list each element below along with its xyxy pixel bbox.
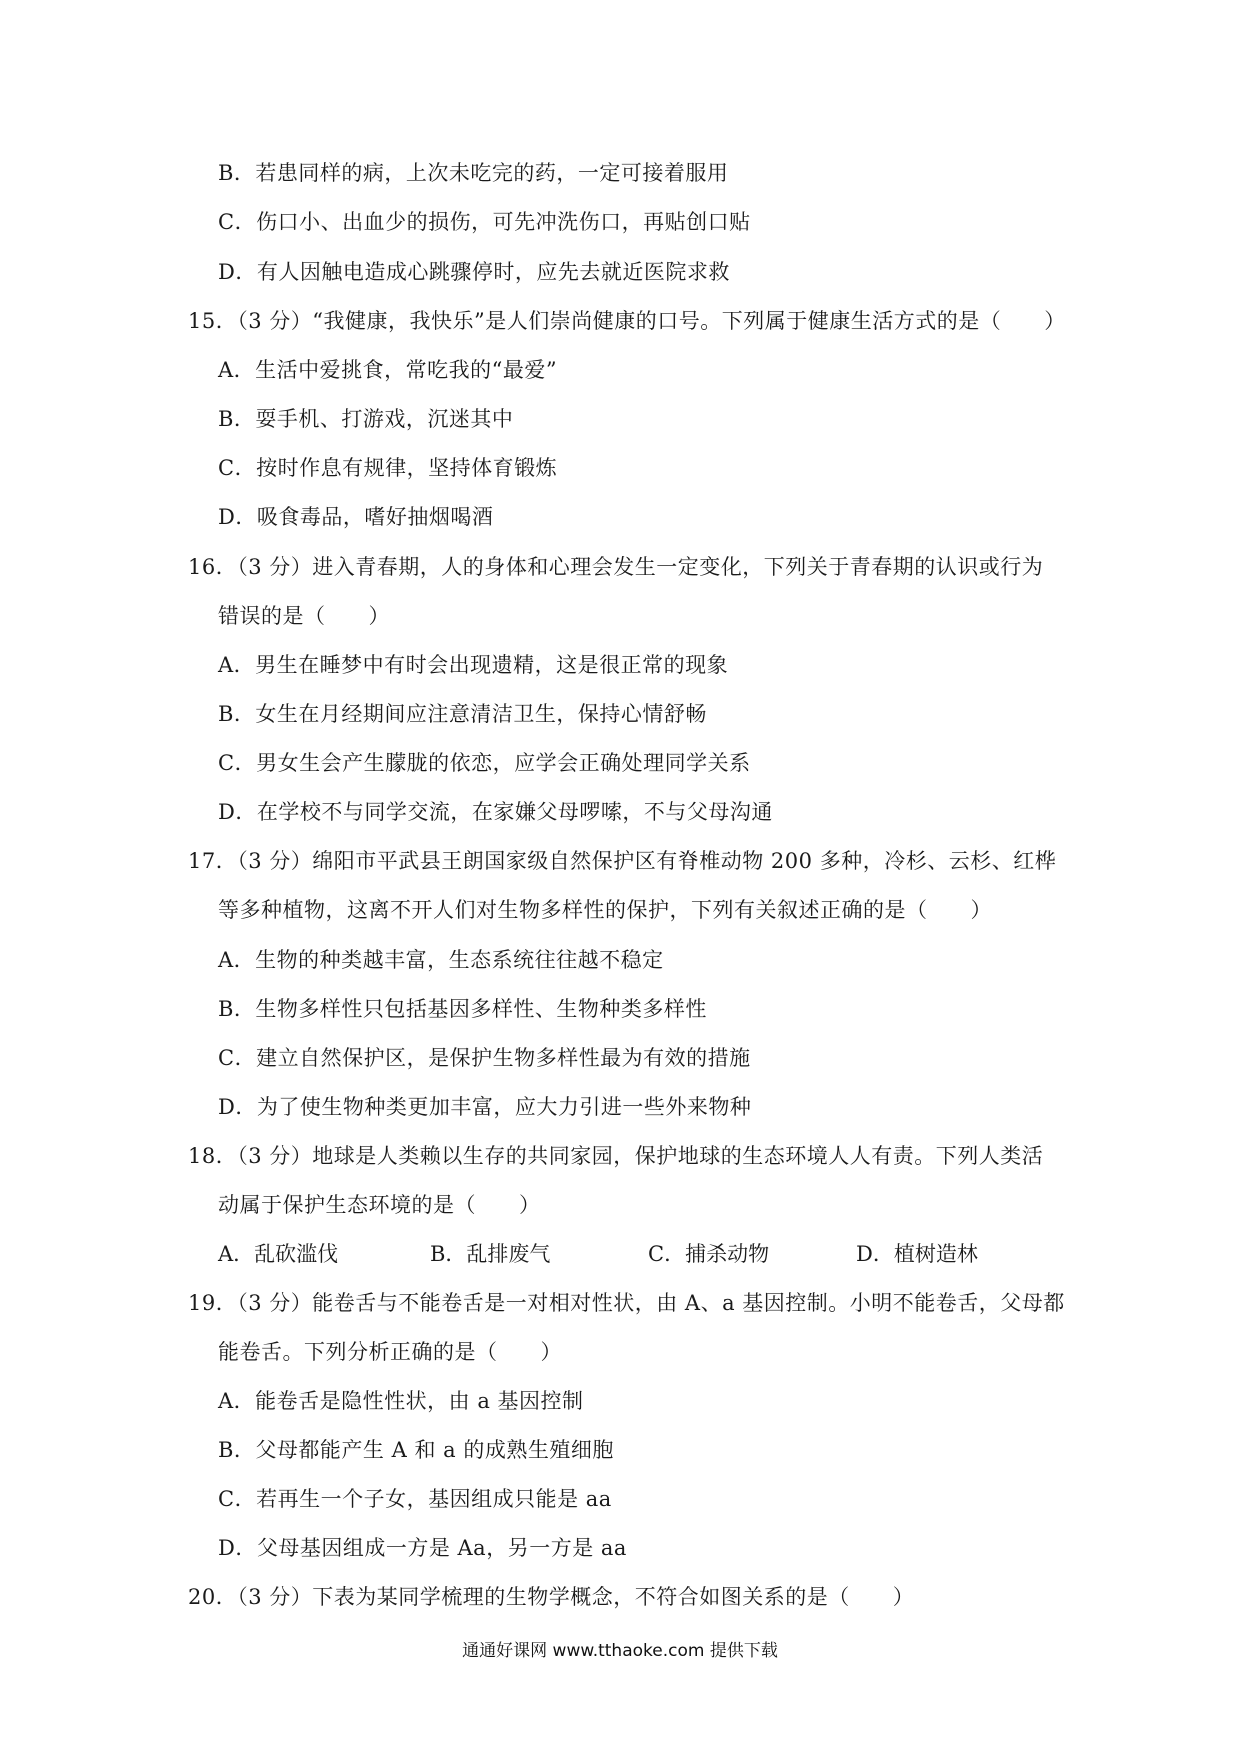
q16-option-b: B．女生在月经期间应注意清洁卫生，保持心情舒畅	[218, 702, 707, 726]
q14-option-c: C．伤口小、出血少的损伤，可先冲洗伤口，再贴创口贴	[218, 210, 751, 234]
q17-stem-line2: 等多种植物，这离不开人们对生物多样性的保护，下列有关叙述正确的是（ ）	[218, 898, 992, 922]
q17-stem-line1: 17．（3 分）绵阳市平武县王朗国家级自然保护区有脊椎动物 200 多种，冷杉、云杉、红桦	[188, 849, 1057, 873]
q18-option-b: B．乱排废气	[430, 1242, 551, 1266]
q17-option-b: B．生物多样性只包括基因多样性、生物种类多样性	[218, 997, 707, 1021]
q19-option-a: A．能卷舌是隐性性状，由 a 基因控制	[218, 1389, 584, 1413]
q16-option-a: A．男生在睡梦中有时会出现遗精，这是很正常的现象	[218, 653, 729, 677]
q19-stem-line1: 19．（3 分）能卷舌与不能卷舌是一对相对性状，由 A、a 基因控制。小明不能卷舌，父母都	[188, 1291, 1065, 1315]
q18-option-a: A．乱砍滥伐	[218, 1242, 339, 1266]
q14-option-d: D．有人因触电造成心跳骤停时，应先去就近医院求救	[218, 260, 730, 284]
q19-option-b: B．父母都能产生 A 和 a 的成熟生殖细胞	[218, 1438, 614, 1462]
q14-option-b: B．若患同样的病，上次未吃完的药，一定可接着服用	[218, 161, 729, 185]
q15-option-d: D．吸食毒品，嗜好抽烟喝酒	[218, 505, 494, 529]
q15-stem: 15．（3 分）“我健康，我快乐”是人们崇尚健康的口号。下列属于健康生活方式的是（ ）	[188, 309, 1066, 333]
q16-stem-line1: 16．（3 分）进入青春期，人的身体和心理会发生一定变化，下列关于青春期的认识或行为	[188, 555, 1044, 579]
q18-option-d: D．植树造林	[856, 1242, 978, 1266]
q18-option-c: C．捕杀动物	[648, 1242, 770, 1266]
q16-option-c: C．男女生会产生朦胧的依恋，应学会正确处理同学关系	[218, 751, 751, 775]
q15-option-b: B．耍手机、打游戏，沉迷其中	[218, 407, 514, 431]
q20-stem: 20．（3 分）下表为某同学梳理的生物学概念，不符合如图关系的是（ ）	[188, 1585, 915, 1609]
q19-option-d: D．父母基因组成一方是 Aa，另一方是 aa	[218, 1536, 627, 1560]
q17-option-d: D．为了使生物种类更加丰富，应大力引进一些外来物种	[218, 1095, 752, 1119]
q18-stem-line2: 动属于保护生态环境的是（ ）	[218, 1193, 541, 1217]
q17-option-c: C．建立自然保护区，是保护生物多样性最为有效的措施	[218, 1046, 751, 1070]
q16-stem-line2: 错误的是（ ）	[218, 604, 390, 628]
page-footer: 通通好课网 www.tthaoke.com 提供下载	[462, 1641, 778, 1661]
q16-option-d: D．在学校不与同学交流，在家嫌父母啰嗦，不与父母沟通	[218, 800, 773, 824]
q15-option-c: C．按时作息有规律，坚持体育锻炼	[218, 456, 558, 480]
q19-stem-line2: 能卷舌。下列分析正确的是（ ）	[218, 1340, 562, 1364]
q15-option-a: A．生活中爱挑食，常吃我的“最爱”	[218, 358, 558, 382]
q17-option-a: A．生物的种类越丰富，生态系统往往越不稳定	[218, 948, 664, 972]
q19-option-c: C．若再生一个子女，基因组成只能是 aa	[218, 1487, 612, 1511]
q18-options-row	[218, 1239, 978, 1269]
q18-stem-line1: 18．（3 分）地球是人类赖以生存的共同家园，保护地球的生态环境人人有责。下列人类活	[188, 1144, 1044, 1168]
